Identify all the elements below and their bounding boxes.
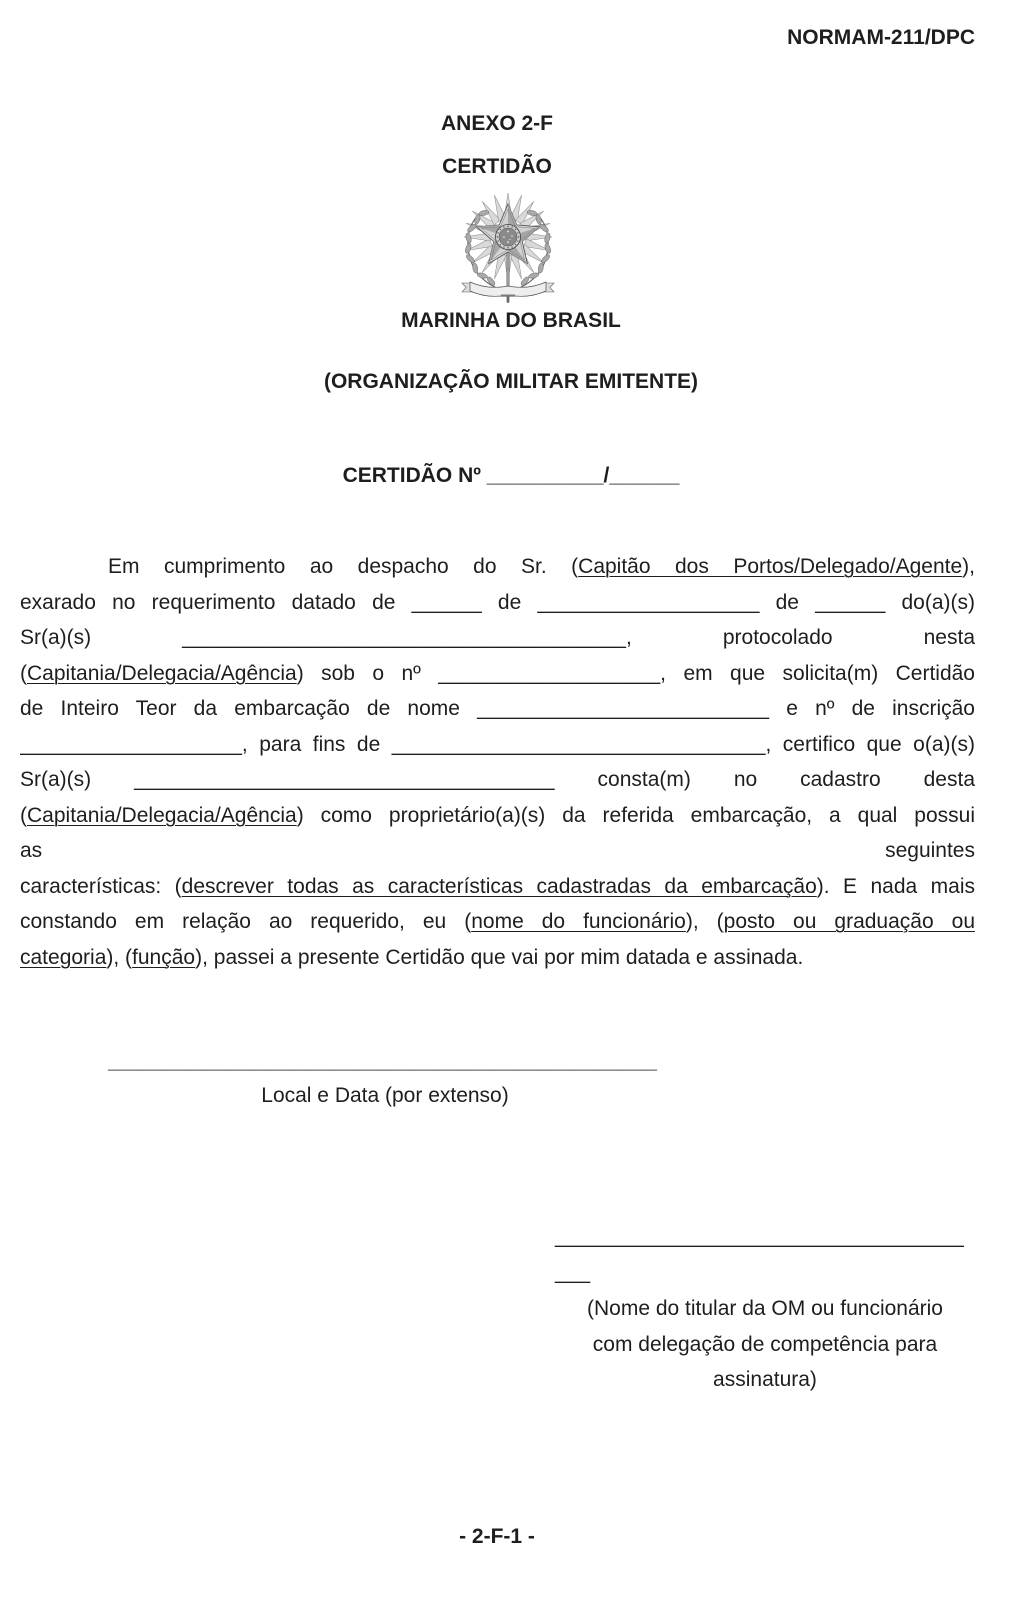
paragraph-text: constando em relação ao requerido, eu ( bbox=[20, 910, 472, 933]
paragraph-text: de Inteiro Teor da embarcação de nome _________________________ e nº de inscrição bbox=[20, 697, 975, 720]
signatory-caption-line: assinatura) bbox=[713, 1368, 817, 1391]
paragraph-text: Em cumprimento ao despacho do Sr. ( bbox=[108, 555, 579, 578]
signatory-caption-line: (Nome do titular da OM ou funcionário bbox=[586, 1297, 943, 1320]
annex-title: ANEXO 2-F bbox=[440, 112, 553, 135]
underlined-field-text: descrever todas as características cadastradas da embarcação bbox=[181, 874, 817, 898]
body-paragraph bbox=[20, 549, 975, 975]
organization-name: MARINHA DO BRASIL bbox=[401, 309, 621, 332]
paragraph-text: ( bbox=[20, 803, 27, 827]
page-number: - 2-F-1 - bbox=[459, 1525, 535, 1548]
paragraph-line bbox=[20, 620, 975, 656]
underlined-field-text: nome do funcionário bbox=[471, 910, 686, 933]
underlined-field-text: posto ou graduação ou bbox=[723, 910, 975, 933]
paragraph-text: ___________________, para fins de ________________________________, certifico que o(a)(s) bbox=[20, 732, 975, 756]
paragraph-line bbox=[20, 762, 975, 798]
paragraph-text: Sr(a)(s) ______________________________________, protocolado nesta bbox=[20, 626, 975, 649]
brazil-coat-of-arms-icon bbox=[458, 191, 558, 303]
paragraph-line bbox=[20, 940, 975, 976]
place-date-label: Local e Data (por extenso) bbox=[261, 1084, 509, 1107]
paragraph-text: características: ( bbox=[20, 874, 182, 898]
underlined-field-text: categoria bbox=[20, 945, 107, 969]
paragraph-line bbox=[20, 656, 975, 692]
paragraph-text: Sr(a)(s) ____________________________________ consta(m) no cadastro desta bbox=[20, 768, 975, 791]
document-code: NORMAM-211/DPC bbox=[787, 26, 975, 49]
underlined-field-text: Capitania/Delegacia/Agência bbox=[27, 803, 297, 827]
signatory-signature-line: ___________________________________ bbox=[555, 1225, 964, 1248]
paragraph-text: ), ( bbox=[685, 910, 724, 933]
signatory-caption bbox=[555, 1291, 975, 1398]
underlined-field-text: Capitão dos Portos/Delegado/Agente bbox=[578, 555, 963, 578]
paragraph-text: as seguintes bbox=[20, 839, 975, 862]
paragraph-line bbox=[20, 585, 975, 621]
place-date-signature-line: _______________________________________________ bbox=[108, 1050, 657, 1073]
paragraph-line bbox=[20, 549, 975, 585]
paragraph-text: ). E nada mais bbox=[816, 874, 975, 898]
paragraph-line bbox=[20, 727, 975, 763]
paragraph-text: ( bbox=[20, 661, 27, 685]
issuing-organization: (ORGANIZAÇÃO MILITAR EMITENTE) bbox=[323, 370, 699, 393]
paragraph-text: ), bbox=[962, 555, 975, 578]
emblem-sword-hilt bbox=[501, 295, 515, 303]
paragraph-line bbox=[20, 869, 975, 905]
paragraph-line bbox=[20, 798, 975, 834]
paragraph-text: ), ( bbox=[106, 945, 133, 969]
paragraph-line bbox=[20, 691, 975, 727]
paragraph-line bbox=[20, 904, 975, 940]
certificate-number: CERTIDÃO Nº __________/______ bbox=[342, 464, 680, 487]
emblem-sword-blade bbox=[507, 251, 509, 287]
paragraph-text: exarado no requerimento datado de ______ de ___________________ de ______ do(a)(s) bbox=[20, 590, 975, 614]
paragraph-line bbox=[20, 833, 975, 869]
underlined-field-text: Capitania/Delegacia/Agência bbox=[27, 661, 297, 685]
signatory-signature-line-continuation: ___ bbox=[555, 1261, 591, 1284]
document-title: CERTIDÃO bbox=[442, 155, 552, 178]
emblem-center-disc bbox=[496, 225, 521, 250]
underlined-field-text: função bbox=[132, 945, 196, 969]
paragraph-text: ) como proprietário(a)(s) da referida embarcação, a qual possui bbox=[296, 803, 975, 827]
signatory-caption-line: com delegação de competência para bbox=[592, 1332, 938, 1356]
paragraph-text: ) sob o nº ___________________, em que solicita(m) Certidão bbox=[296, 661, 975, 685]
paragraph-text: ), passei a presente Certidão que vai por mim datada e assinada. bbox=[195, 945, 804, 969]
